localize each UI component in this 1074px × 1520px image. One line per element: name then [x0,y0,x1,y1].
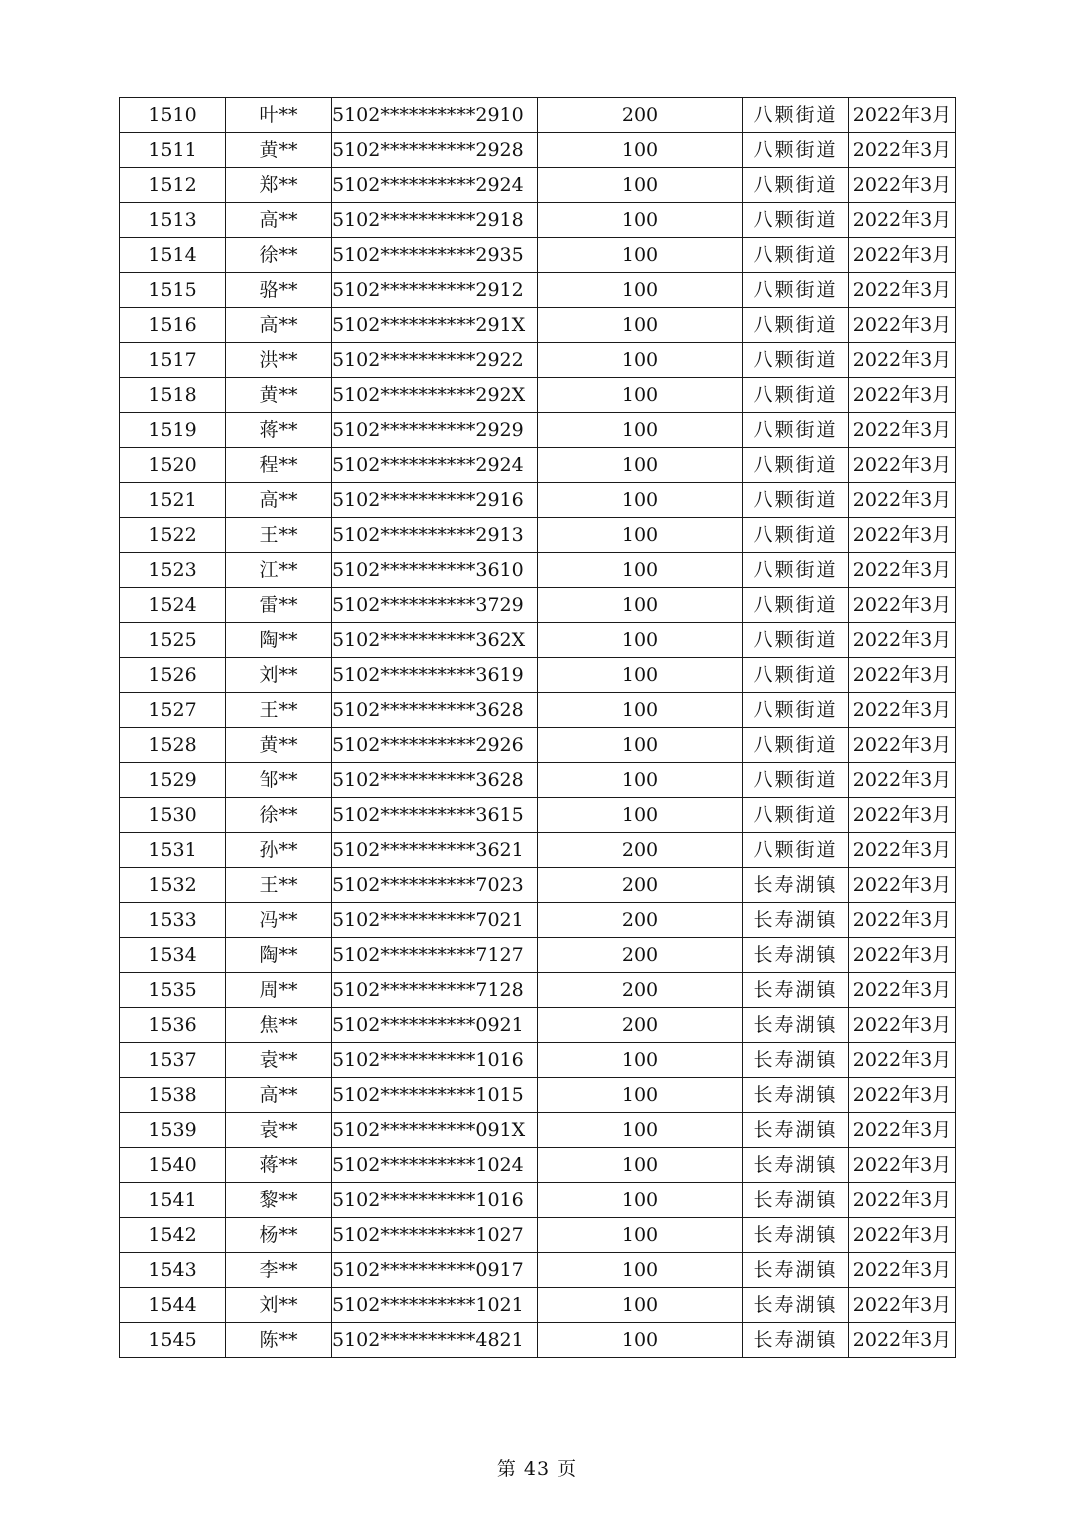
table-row [120,238,956,273]
id-number-cell: 5102**********2929 [332,413,538,448]
name-cell: 黄** [226,728,332,763]
id-number-cell: 5102**********3610 [332,553,538,588]
table-row [120,658,956,693]
area-cell: 八颗街道 [743,448,849,483]
table-row [120,98,956,133]
amount-cell: 100 [538,168,743,203]
name-cell: 周** [226,973,332,1008]
table-row [120,168,956,203]
id-number-cell: 5102**********3619 [332,658,538,693]
seq-cell: 1516 [120,308,226,343]
name-cell: 郑** [226,168,332,203]
table-row [120,518,956,553]
name-cell: 洪** [226,343,332,378]
area-cell: 长寿湖镇 [743,1043,849,1078]
id-number-cell: 5102**********7023 [332,868,538,903]
name-cell: 黎** [226,1183,332,1218]
table-row [120,1113,956,1148]
id-number-cell: 5102**********2935 [332,238,538,273]
area-cell: 长寿湖镇 [743,1078,849,1113]
amount-cell: 100 [538,238,743,273]
name-cell: 黄** [226,378,332,413]
id-number-cell: 5102**********2924 [332,168,538,203]
month-cell: 2022年3月 [849,1043,956,1078]
seq-cell: 1528 [120,728,226,763]
month-cell: 2022年3月 [849,623,956,658]
amount-cell: 100 [538,623,743,658]
seq-cell: 1531 [120,833,226,868]
table-row [120,1183,956,1218]
amount-cell: 100 [538,483,743,518]
table-row [120,973,956,1008]
month-cell: 2022年3月 [849,903,956,938]
amount-cell: 100 [538,413,743,448]
id-number-cell: 5102**********2928 [332,133,538,168]
name-cell: 陶** [226,623,332,658]
seq-cell: 1529 [120,763,226,798]
table-row [120,833,956,868]
seq-cell: 1510 [120,98,226,133]
seq-cell: 1533 [120,903,226,938]
amount-cell: 100 [538,588,743,623]
amount-cell: 200 [538,938,743,973]
name-cell: 冯** [226,903,332,938]
table-row [120,273,956,308]
name-cell: 江** [226,553,332,588]
seq-cell: 1512 [120,168,226,203]
name-cell: 徐** [226,798,332,833]
month-cell: 2022年3月 [849,343,956,378]
table-row [120,623,956,658]
id-number-cell: 5102**********1027 [332,1218,538,1253]
amount-cell: 200 [538,833,743,868]
amount-cell: 100 [538,343,743,378]
area-cell: 长寿湖镇 [743,1008,849,1043]
id-number-cell: 5102**********1024 [332,1148,538,1183]
month-cell: 2022年3月 [849,728,956,763]
seq-cell: 1513 [120,203,226,238]
name-cell: 杨** [226,1218,332,1253]
name-cell: 黄** [226,133,332,168]
amount-cell: 100 [538,728,743,763]
amount-cell: 200 [538,868,743,903]
month-cell: 2022年3月 [849,1218,956,1253]
seq-cell: 1544 [120,1288,226,1323]
area-cell: 八颗街道 [743,798,849,833]
area-cell: 长寿湖镇 [743,1113,849,1148]
month-cell: 2022年3月 [849,518,956,553]
area-cell: 八颗街道 [743,98,849,133]
area-cell: 八颗街道 [743,553,849,588]
amount-cell: 100 [538,1288,743,1323]
seq-cell: 1520 [120,448,226,483]
amount-cell: 100 [538,553,743,588]
amount-cell: 100 [538,1218,743,1253]
id-number-cell: 5102**********0917 [332,1253,538,1288]
id-number-cell: 5102**********292X [332,378,538,413]
area-cell: 长寿湖镇 [743,1148,849,1183]
table-row [120,133,956,168]
table-row [120,1218,956,1253]
area-cell: 长寿湖镇 [743,1183,849,1218]
id-number-cell: 5102**********2918 [332,203,538,238]
amount-cell: 100 [538,658,743,693]
month-cell: 2022年3月 [849,238,956,273]
id-number-cell: 5102**********7128 [332,973,538,1008]
amount-cell: 100 [538,1253,743,1288]
seq-cell: 1541 [120,1183,226,1218]
name-cell: 刘** [226,658,332,693]
table-row [120,378,956,413]
name-cell: 陶** [226,938,332,973]
table-row [120,1253,956,1288]
name-cell: 袁** [226,1113,332,1148]
name-cell: 高** [226,483,332,518]
table-row [120,343,956,378]
name-cell: 李** [226,1253,332,1288]
name-cell: 王** [226,868,332,903]
seq-cell: 1518 [120,378,226,413]
area-cell: 八颗街道 [743,343,849,378]
month-cell: 2022年3月 [849,973,956,1008]
table-row [120,763,956,798]
area-cell: 八颗街道 [743,133,849,168]
month-cell: 2022年3月 [849,378,956,413]
month-cell: 2022年3月 [849,98,956,133]
table-row [120,1078,956,1113]
month-cell: 2022年3月 [849,1008,956,1043]
table-row [120,798,956,833]
month-cell: 2022年3月 [849,588,956,623]
name-cell: 高** [226,308,332,343]
table-row [120,1148,956,1183]
month-cell: 2022年3月 [849,448,956,483]
area-cell: 八颗街道 [743,588,849,623]
seq-cell: 1515 [120,273,226,308]
seq-cell: 1536 [120,1008,226,1043]
amount-cell: 200 [538,98,743,133]
area-cell: 八颗街道 [743,483,849,518]
amount-cell: 200 [538,903,743,938]
id-number-cell: 5102**********3729 [332,588,538,623]
month-cell: 2022年3月 [849,1078,956,1113]
seq-cell: 1517 [120,343,226,378]
seq-cell: 1524 [120,588,226,623]
area-cell: 八颗街道 [743,203,849,238]
amount-cell: 100 [538,1148,743,1183]
seq-cell: 1521 [120,483,226,518]
amount-cell: 100 [538,1043,743,1078]
seq-cell: 1523 [120,553,226,588]
id-number-cell: 5102**********2926 [332,728,538,763]
month-cell: 2022年3月 [849,1288,956,1323]
subsidy-roster-table [119,97,956,1358]
month-cell: 2022年3月 [849,273,956,308]
area-cell: 长寿湖镇 [743,1288,849,1323]
id-number-cell: 5102**********2912 [332,273,538,308]
name-cell: 邹** [226,763,332,798]
amount-cell: 100 [538,308,743,343]
id-number-cell: 5102**********3628 [332,763,538,798]
name-cell: 刘** [226,1288,332,1323]
area-cell: 长寿湖镇 [743,973,849,1008]
amount-cell: 100 [538,1323,743,1358]
month-cell: 2022年3月 [849,203,956,238]
name-cell: 陈** [226,1323,332,1358]
table-row [120,903,956,938]
month-cell: 2022年3月 [849,308,956,343]
id-number-cell: 5102**********1016 [332,1183,538,1218]
id-number-cell: 5102**********362X [332,623,538,658]
month-cell: 2022年3月 [849,658,956,693]
area-cell: 八颗街道 [743,168,849,203]
area-cell: 八颗街道 [743,763,849,798]
name-cell: 骆** [226,273,332,308]
area-cell: 八颗街道 [743,623,849,658]
area-cell: 八颗街道 [743,658,849,693]
area-cell: 长寿湖镇 [743,1218,849,1253]
amount-cell: 100 [538,448,743,483]
area-cell: 长寿湖镇 [743,903,849,938]
name-cell: 蒋** [226,413,332,448]
id-number-cell: 5102**********7021 [332,903,538,938]
table-row [120,728,956,763]
seq-cell: 1539 [120,1113,226,1148]
table-row [120,483,956,518]
page-number: 第 43 页 [496,1458,578,1480]
table-body [120,98,956,1358]
seq-cell: 1519 [120,413,226,448]
table-row [120,448,956,483]
area-cell: 八颗街道 [743,693,849,728]
id-number-cell: 5102**********0921 [332,1008,538,1043]
name-cell: 徐** [226,238,332,273]
amount-cell: 100 [538,273,743,308]
id-number-cell: 5102**********091X [332,1113,538,1148]
table-row [120,203,956,238]
table-row [120,1008,956,1043]
id-number-cell: 5102**********2924 [332,448,538,483]
month-cell: 2022年3月 [849,798,956,833]
seq-cell: 1540 [120,1148,226,1183]
seq-cell: 1543 [120,1253,226,1288]
id-number-cell: 5102**********4821 [332,1323,538,1358]
id-number-cell: 5102**********2913 [332,518,538,553]
amount-cell: 200 [538,1008,743,1043]
month-cell: 2022年3月 [849,168,956,203]
month-cell: 2022年3月 [849,938,956,973]
amount-cell: 100 [538,203,743,238]
month-cell: 2022年3月 [849,133,956,168]
area-cell: 八颗街道 [743,728,849,763]
area-cell: 八颗街道 [743,413,849,448]
name-cell: 高** [226,203,332,238]
seq-cell: 1535 [120,973,226,1008]
id-number-cell: 5102**********291X [332,308,538,343]
seq-cell: 1532 [120,868,226,903]
id-number-cell: 5102**********1016 [332,1043,538,1078]
table-row [120,308,956,343]
month-cell: 2022年3月 [849,1323,956,1358]
id-number-cell: 5102**********2910 [332,98,538,133]
seq-cell: 1542 [120,1218,226,1253]
seq-cell: 1525 [120,623,226,658]
amount-cell: 100 [538,518,743,553]
area-cell: 八颗街道 [743,273,849,308]
amount-cell: 100 [538,763,743,798]
area-cell: 长寿湖镇 [743,868,849,903]
name-cell: 王** [226,693,332,728]
month-cell: 2022年3月 [849,693,956,728]
seq-cell: 1511 [120,133,226,168]
amount-cell: 100 [538,693,743,728]
name-cell: 焦** [226,1008,332,1043]
month-cell: 2022年3月 [849,483,956,518]
month-cell: 2022年3月 [849,413,956,448]
amount-cell: 200 [538,973,743,1008]
area-cell: 长寿湖镇 [743,938,849,973]
table-row [120,1323,956,1358]
seq-cell: 1530 [120,798,226,833]
id-number-cell: 5102**********1021 [332,1288,538,1323]
area-cell: 八颗街道 [743,238,849,273]
seq-cell: 1526 [120,658,226,693]
table-row [120,1043,956,1078]
month-cell: 2022年3月 [849,763,956,798]
id-number-cell: 5102**********3621 [332,833,538,868]
table-row [120,868,956,903]
id-number-cell: 5102**********3628 [332,693,538,728]
area-cell: 八颗街道 [743,518,849,553]
amount-cell: 100 [538,798,743,833]
amount-cell: 100 [538,1078,743,1113]
seq-cell: 1538 [120,1078,226,1113]
amount-cell: 100 [538,1113,743,1148]
seq-cell: 1534 [120,938,226,973]
month-cell: 2022年3月 [849,1253,956,1288]
seq-cell: 1545 [120,1323,226,1358]
name-cell: 程** [226,448,332,483]
area-cell: 八颗街道 [743,308,849,343]
name-cell: 王** [226,518,332,553]
seq-cell: 1537 [120,1043,226,1078]
name-cell: 雷** [226,588,332,623]
amount-cell: 100 [538,133,743,168]
month-cell: 2022年3月 [849,1113,956,1148]
area-cell: 长寿湖镇 [743,1253,849,1288]
table-row [120,693,956,728]
seq-cell: 1527 [120,693,226,728]
amount-cell: 100 [538,1183,743,1218]
month-cell: 2022年3月 [849,1183,956,1218]
table-row [120,588,956,623]
month-cell: 2022年3月 [849,833,956,868]
area-cell: 八颗街道 [743,378,849,413]
area-cell: 八颗街道 [743,833,849,868]
seq-cell: 1522 [120,518,226,553]
table-row [120,1288,956,1323]
table-row [120,413,956,448]
table-row [120,938,956,973]
seq-cell: 1514 [120,238,226,273]
name-cell: 袁** [226,1043,332,1078]
name-cell: 叶** [226,98,332,133]
month-cell: 2022年3月 [849,868,956,903]
month-cell: 2022年3月 [849,553,956,588]
id-number-cell: 5102**********1015 [332,1078,538,1113]
amount-cell: 100 [538,378,743,413]
id-number-cell: 5102**********3615 [332,798,538,833]
name-cell: 孙** [226,833,332,868]
id-number-cell: 5102**********2922 [332,343,538,378]
month-cell: 2022年3月 [849,1148,956,1183]
name-cell: 高** [226,1078,332,1113]
table-row [120,553,956,588]
area-cell: 长寿湖镇 [743,1323,849,1358]
name-cell: 蒋** [226,1148,332,1183]
id-number-cell: 5102**********7127 [332,938,538,973]
id-number-cell: 5102**********2916 [332,483,538,518]
